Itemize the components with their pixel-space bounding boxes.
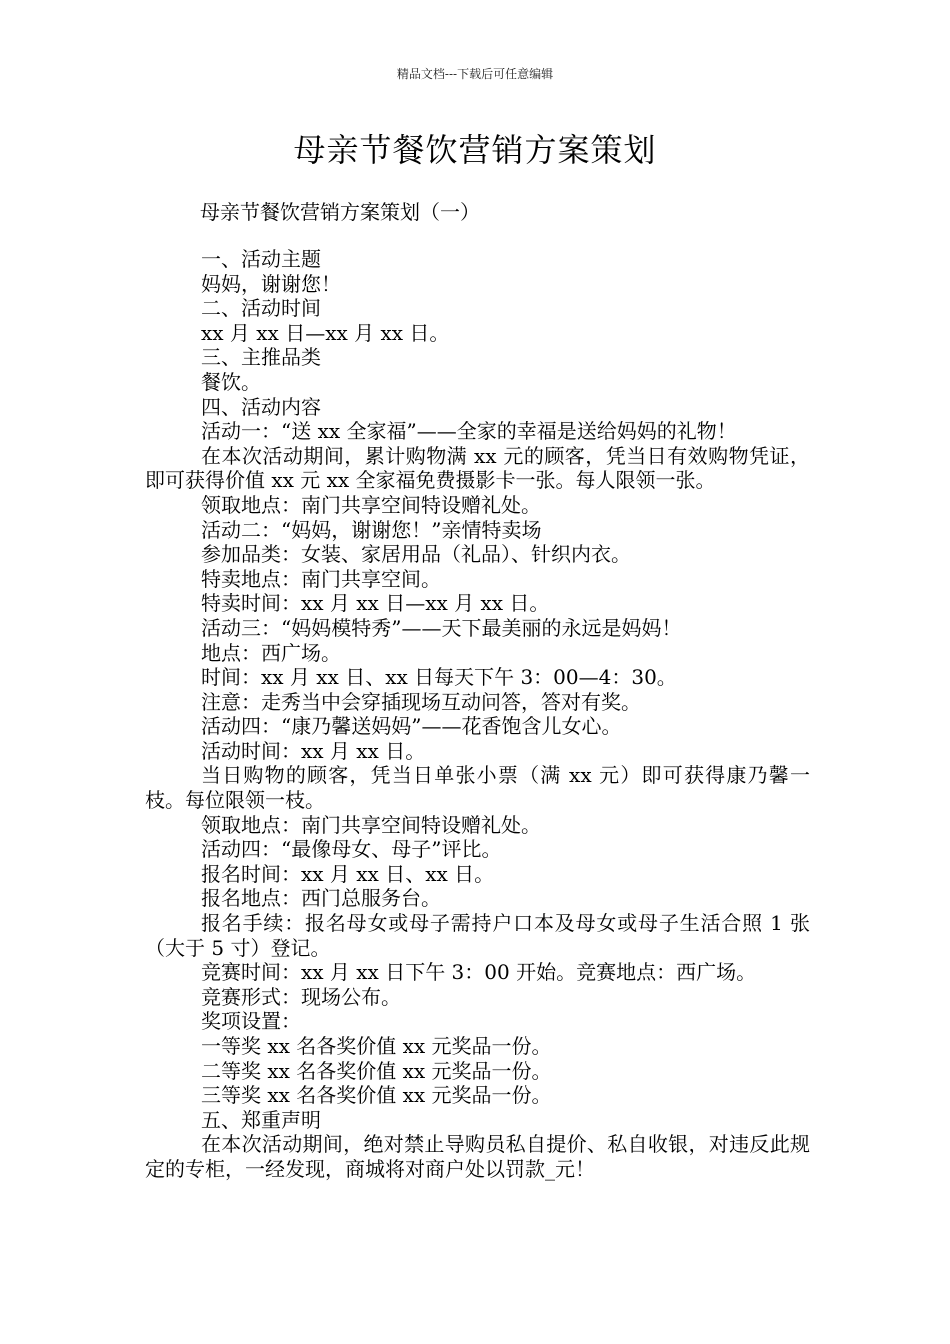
paragraph: 地点：西广场。 bbox=[201, 640, 341, 665]
heading-declaration: 五、郑重声明 bbox=[201, 1107, 321, 1132]
heading-main-category: 三、主推品类 bbox=[201, 345, 321, 370]
paragraph: 妈妈，谢谢您！ bbox=[201, 271, 341, 296]
heading-activity-theme: 一、活动主题 bbox=[201, 247, 321, 271]
paragraph: 特卖时间：xx 月 xx 日—xx 月 xx 日。 bbox=[201, 591, 550, 616]
paragraph: xx 月 xx 日—xx 月 xx 日。 bbox=[201, 320, 450, 345]
paragraph: 当日购物的顾客，凭当日单张小票（满 xx 元）即可获得康乃馨一枝。每位限领一枝。 bbox=[145, 763, 810, 813]
heading-activity-content: 四、活动内容 bbox=[201, 394, 321, 419]
paragraph: 参加品类：女装、家居用品（礼品）、针织内衣。 bbox=[201, 542, 631, 567]
paragraph: 活动四：“康乃馨送妈妈”——花香饱含儿女心。 bbox=[201, 714, 622, 739]
paragraph: 活动四：“最像母女、母子”评比。 bbox=[201, 837, 502, 862]
paragraph: 竞赛时间：xx 月 xx 日下午 3：00 开始。竞赛地点：西广场。 bbox=[201, 960, 757, 985]
paragraph: 餐饮。 bbox=[201, 369, 261, 394]
paragraph: 在本次活动期间，累计购物满 xx 元的顾客，凭当日有效购物凭证，即可获得价值 xx 元 xx 全家福免费摄影卡一张。每人限领一张。 bbox=[145, 443, 810, 493]
paragraph: 时间：xx 月 xx 日、xx 日每天下午 3：00—4：30。 bbox=[201, 665, 677, 690]
paragraph: 竞赛形式：现场公布。 bbox=[201, 984, 401, 1009]
paragraph: 一等奖 xx 名各奖价值 xx 元奖品一份。 bbox=[201, 1034, 552, 1058]
paragraph: 报名地点：西门总服务台。 bbox=[201, 886, 441, 911]
paragraph: 报名手续：报名母女或母子需持户口本及母女或母子生活合照 1 张（大于 5 寸）登记。 bbox=[145, 911, 810, 960]
paragraph: 注意：走秀当中会穿插现场互动问答，答对有奖。 bbox=[201, 689, 641, 714]
paragraph: 活动二：“妈妈，谢谢您！”亲情特卖场 bbox=[201, 517, 542, 542]
document-subtitle: 母亲节餐饮营销方案策划（一） bbox=[200, 200, 480, 224]
paragraph: 活动三：“妈妈模特秀”——天下最美丽的永远是妈妈！ bbox=[201, 615, 682, 640]
document-title: 母亲节餐饮营销方案策划 bbox=[293, 131, 657, 169]
paragraph: 活动一：“送 xx 全家福”——全家的幸福是送给妈妈的礼物！ bbox=[201, 419, 737, 444]
paragraph: 奖项设置： bbox=[201, 1009, 301, 1034]
paragraph: 活动时间：xx 月 xx 日。 bbox=[201, 738, 426, 763]
heading-activity-time: 二、活动时间 bbox=[201, 296, 321, 321]
header-note: 精品文档---下载后可任意编辑 bbox=[396, 67, 554, 81]
paragraph: 报名时间：xx 月 xx 日、xx 日。 bbox=[201, 861, 495, 886]
paragraph: 二等奖 xx 名各奖价值 xx 元奖品一份。 bbox=[201, 1058, 552, 1083]
document-body bbox=[145, 247, 810, 1182]
paragraph: 领取地点：南门共享空间特设赠礼处。 bbox=[201, 492, 541, 517]
paragraph: 在本次活动期间，绝对禁止导购员私自提价、私自收银，对违反此规定的专柜，一经发现，商城将对商户处以罚款_元！ bbox=[145, 1132, 810, 1181]
paragraph: 特卖地点：南门共享空间。 bbox=[201, 566, 441, 591]
paragraph: 三等奖 xx 名各奖价值 xx 元奖品一份。 bbox=[201, 1083, 552, 1108]
paragraph: 领取地点：南门共享空间特设赠礼处。 bbox=[201, 812, 541, 837]
